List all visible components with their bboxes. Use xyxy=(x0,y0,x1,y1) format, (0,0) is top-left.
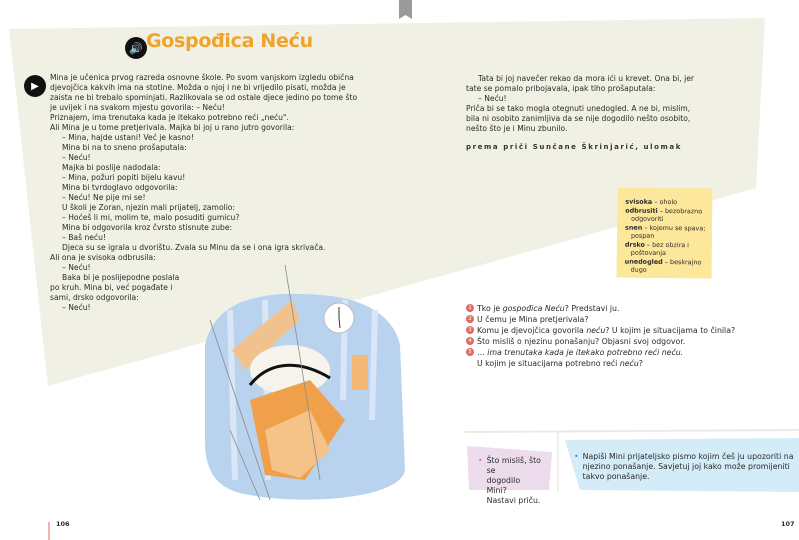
question-text-part: ? Predstavi ju. xyxy=(564,304,620,313)
speaker-icon[interactable]: 🔊 xyxy=(125,37,147,59)
glossary-definition: – bezobrazno xyxy=(659,206,703,216)
glossary-note xyxy=(617,188,713,279)
question-text-part: ? U kojim je situacijama to činila? xyxy=(605,326,736,335)
story-line: – Neću! xyxy=(62,303,91,312)
story-line: – Mina, požuri popiti bijelu kavu! xyxy=(62,173,186,182)
story-line: – Hoćeš li mi, molim te, malo posuditi gumicu? xyxy=(62,213,240,222)
question-text xyxy=(477,336,685,347)
question-item xyxy=(466,325,735,336)
glossary-definition: – oholo xyxy=(654,197,678,207)
story-line: Ali ona je svisoka odbrusila: xyxy=(50,253,156,262)
question-item xyxy=(466,303,735,314)
question-number-badge: 2 xyxy=(466,315,474,323)
page-number-left: 106 xyxy=(56,520,70,528)
question-text-italic: neću xyxy=(586,326,606,335)
question-line xyxy=(477,347,683,358)
story-line: Tata bi joj navečer rekao da mora ići u krevet. Ona bi, jer xyxy=(478,74,694,83)
glossary-definition-cont: pospan xyxy=(630,231,655,240)
story-line: po kruh. Mina bi, već pogađate i xyxy=(50,283,173,292)
question-text xyxy=(477,314,588,325)
question-line xyxy=(477,325,735,336)
question-text-italic: neću xyxy=(619,359,639,368)
story-line: Djeca su se igrala u dvorištu. Zvala su Minu da se i ona igra skrivača. xyxy=(62,243,326,252)
story-line: Ali Mina je u tome pretjerivala. Majka bi joj u rano jutro govorila: xyxy=(50,123,295,132)
story-line: Mina bi odgovorila kroz čvrsto stisnute zube: xyxy=(62,223,233,232)
glossary-definition: – beskrajno xyxy=(664,258,702,267)
story-line: Mina bi na to sneno prošaputala: xyxy=(62,143,187,152)
question-text-part: U čemu je Mina pretjerivala? xyxy=(477,315,589,324)
bookmark-icon xyxy=(399,0,412,19)
question-text xyxy=(477,347,683,369)
question-text-italic: gospođica Neću xyxy=(502,304,565,313)
task-line: dogodilo Mini? xyxy=(486,476,521,495)
glossary-definition-cont: poštovanja xyxy=(630,248,666,258)
story-left-column xyxy=(50,73,357,313)
story-line: – Neću! Ne pije mi se! xyxy=(62,193,146,202)
story-line: bila ni osobito zanimljiva da se nije dogodilo nešto osobito, xyxy=(466,114,691,123)
source-attribution: prema priči Sunčane Škrinjarić, ulomak xyxy=(466,143,682,151)
story-right-column xyxy=(466,74,694,134)
glossary-term: odbrusiti xyxy=(625,206,658,215)
story-line: nešto što je i Minu zbunilo. xyxy=(466,124,568,133)
page-title: Gospođica Neću xyxy=(146,30,313,52)
question-text xyxy=(477,325,735,336)
task-line: Napiši Mini prijateljsko pismo kojim češ ju upozoriti na xyxy=(582,452,794,461)
question-line xyxy=(477,358,683,369)
question-item xyxy=(466,314,735,325)
question-number-badge: 3 xyxy=(466,326,474,334)
question-item xyxy=(466,347,735,369)
glossary-definition: – bez obzira i xyxy=(646,240,690,250)
glossary-term: unedogled xyxy=(624,257,663,266)
story-line: – Neću! xyxy=(62,263,91,272)
glossary-entry xyxy=(625,207,706,224)
question-text-part: Tko je xyxy=(477,304,503,313)
question-number-badge: 4 xyxy=(466,337,474,345)
glossary-entry xyxy=(625,258,706,275)
story-line: djevojčica kakvih ima na stotine. Možda o njoj i ne bi vrijedilo pisati, možda je xyxy=(50,83,346,92)
question-number-badge: 5 xyxy=(466,348,474,356)
question-text-part: Komu je djevojčica govorila xyxy=(477,326,587,335)
question-text-part: U kojim je situacijama potrebno reći xyxy=(477,359,620,368)
glossary-definition-cont: dugo xyxy=(630,265,647,274)
task-blue xyxy=(566,446,799,492)
task-line: Što misliš, što se xyxy=(486,456,541,475)
question-text-part: … xyxy=(477,348,488,357)
task-line: njezino ponašanje. Savjetuj joj kako može promijeniti xyxy=(582,462,790,471)
page-number-right: 107 xyxy=(781,520,795,528)
question-text-italic: ima trenutaka kada je itekako potrebno reći neću. xyxy=(487,348,684,357)
question-item xyxy=(466,336,735,347)
story-line: Mina je učenica prvog razreda osnovne škole. Po svom vanjskom izgledu obična xyxy=(50,73,354,82)
question-text-part: Što misliš o njezinu ponašanju? Objasni svoj odgovor. xyxy=(477,337,686,346)
story-line: Priznajem, ima trenutaka kada je itekako potrebno reći „neću". xyxy=(50,113,289,122)
glossary-definition: – kojemu se spava; xyxy=(644,223,706,233)
question-text xyxy=(477,303,619,314)
bullet-icon: • xyxy=(574,452,579,461)
story-line: – Neću! xyxy=(478,94,507,103)
glossary-term: drsko xyxy=(624,240,645,249)
bullet-icon: • xyxy=(478,456,483,465)
task-pink xyxy=(470,446,550,516)
story-line: Majka bi poslije nadodala: xyxy=(62,163,161,172)
story-line: – Baš neću! xyxy=(62,233,106,242)
video-icon[interactable]: ▶ xyxy=(24,75,46,97)
question-line xyxy=(477,303,619,314)
story-line: U školi je Zoran, njezin mali prijatelj, zamolio: xyxy=(62,203,236,212)
question-text-part: ? xyxy=(638,359,643,368)
question-line xyxy=(477,336,685,347)
glossary-term: svisoka xyxy=(625,197,653,206)
glossary-entry xyxy=(625,241,706,258)
story-line: tate se pomalo pribojavala, ipak tiho prošaputala: xyxy=(466,84,656,93)
story-line: sami, drsko odgovorila: xyxy=(50,293,139,302)
glossary-definition-cont: odgovoriti xyxy=(631,214,664,223)
story-line: Priča bi se tako mogla otegnuti unedogled. A ne bi, mislim, xyxy=(466,104,691,113)
story-line: je uvijek i na svakom mjestu govorila: – Neću! xyxy=(50,103,225,112)
story-line: – Neću! xyxy=(62,153,91,162)
task-line: takvo ponašanje. xyxy=(582,472,650,481)
questions-list xyxy=(466,303,735,369)
question-number-badge: 1 xyxy=(466,304,474,312)
story-line: – Mina, hajde ustani! Već je kasno! xyxy=(62,133,194,142)
story-line: Baka bi je poslijepodne poslala xyxy=(62,273,180,282)
story-line: zaista ne bi trebalo spominjati. Razlikovala se od ostale djece jedino po tome što xyxy=(50,93,358,102)
task-line: Nastavi priču. xyxy=(486,496,541,505)
question-line xyxy=(477,314,588,325)
glossary-entry xyxy=(625,198,706,207)
glossary-term: snen xyxy=(625,223,643,232)
glossary-entry xyxy=(625,224,706,241)
story-line: Mina bi tvrdoglavo odgovorila: xyxy=(62,183,178,192)
